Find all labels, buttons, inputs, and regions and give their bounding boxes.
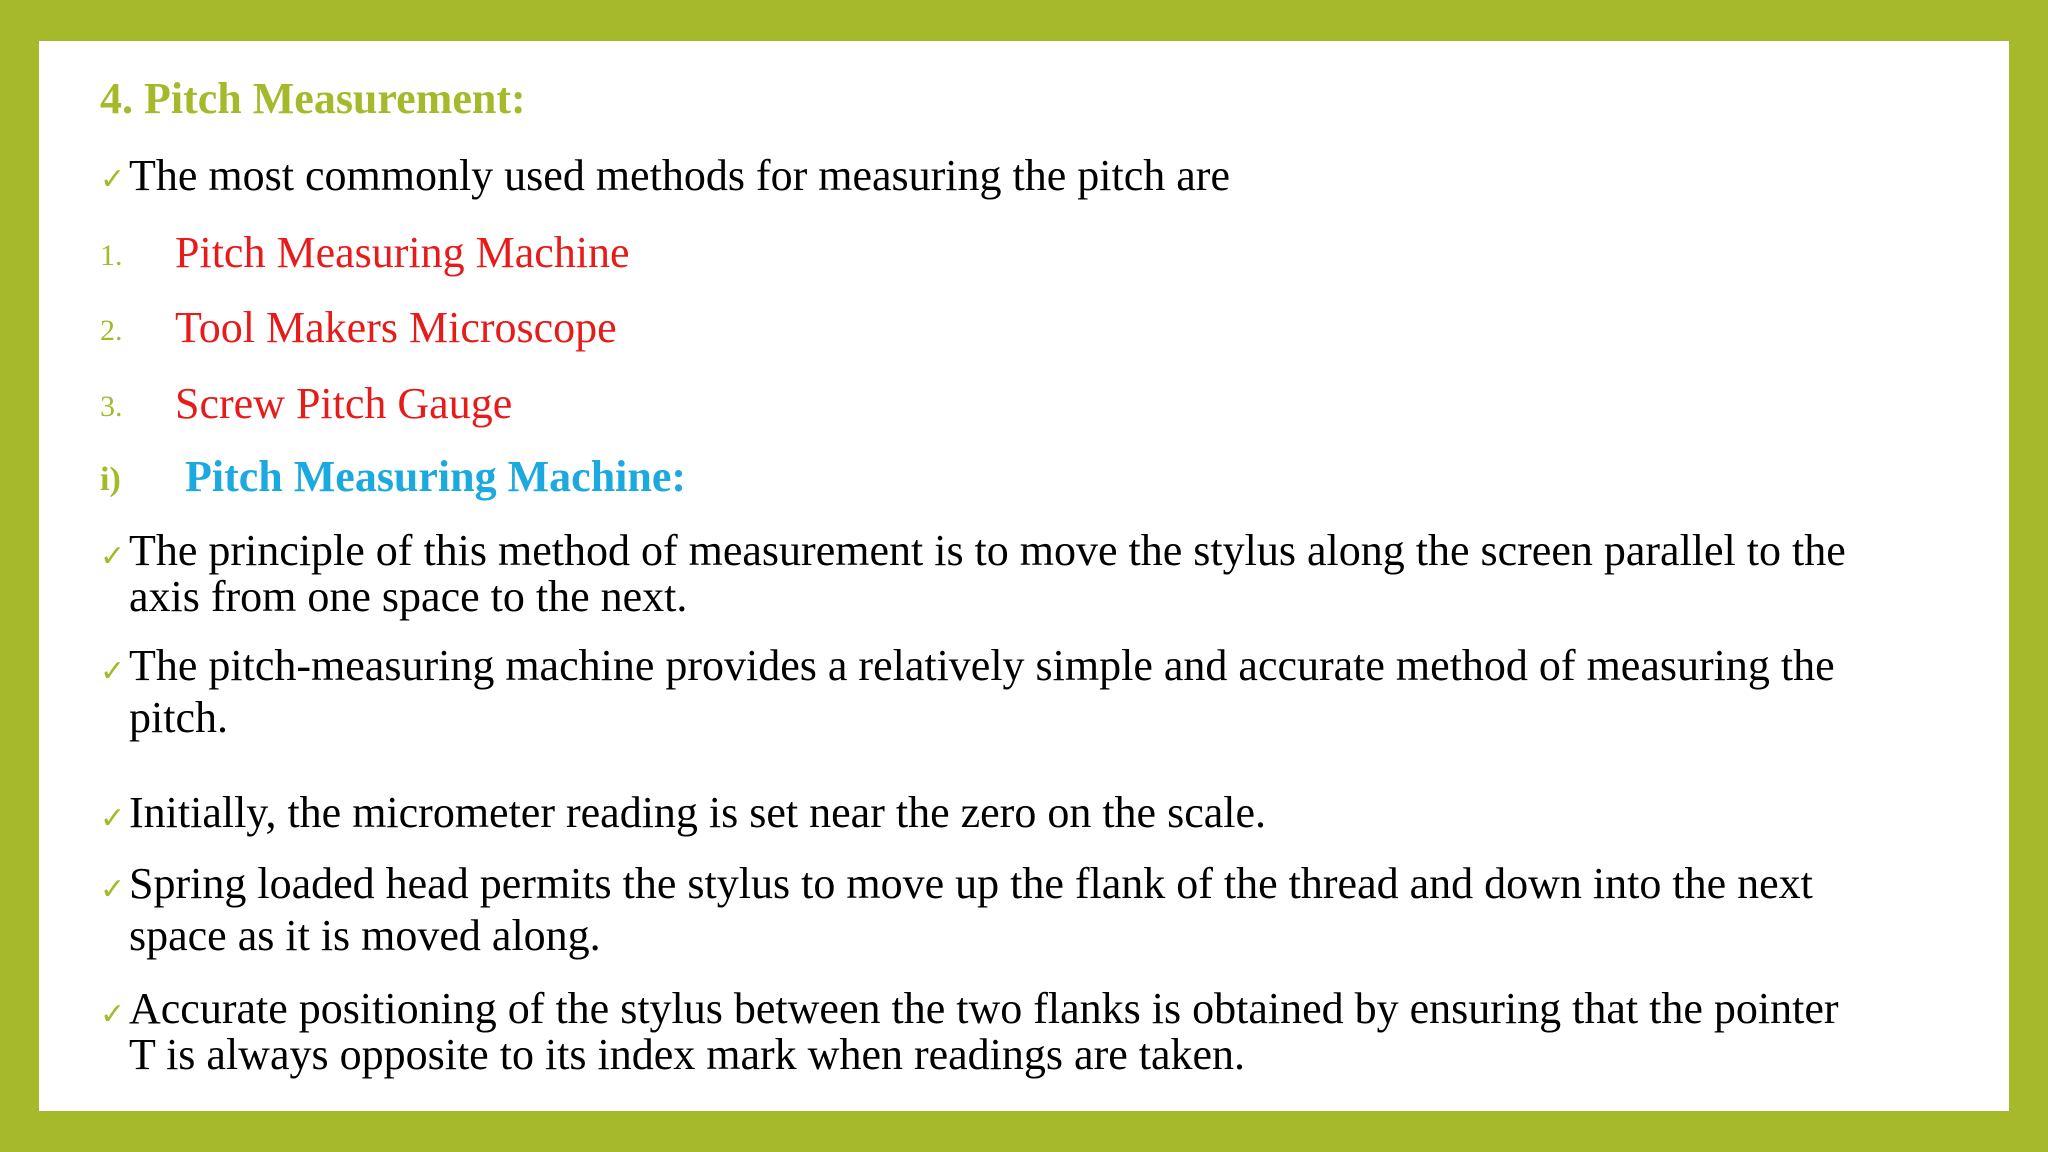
bullet-line-2: T is always opposite to its index mark when readings are taken.: [129, 1030, 1246, 1079]
method-number: 2.: [100, 314, 123, 347]
check-icon: ✓: [100, 540, 126, 573]
check-icon: ✓: [100, 873, 126, 906]
bullet-line-1: The principle of this method of measurement is to move the stylus along the screen parallel to the: [129, 526, 1846, 575]
bullet-line-1: Initially, the micrometer reading is set near the zero on the scale.: [129, 788, 1267, 837]
slide-content: [39, 41, 2009, 1111]
bullet-line-1: Spring loaded head permits the stylus to move up the flank of the thread and down into the next: [129, 859, 1813, 908]
bullet-line-1: Accurate positioning of the stylus between the two flanks is obtained by ensuring that the pointer: [129, 984, 1839, 1033]
method-number: 3.: [100, 390, 123, 423]
subsection-title: Pitch Measuring Machine:: [185, 452, 687, 501]
method-number: 1.: [100, 239, 123, 272]
intro-text: The most commonly used methods for measuring the pitch are: [129, 151, 1230, 200]
subsection-number: i): [100, 461, 121, 498]
check-icon: ✓: [100, 998, 126, 1031]
bullet-line-2: pitch.: [129, 693, 228, 742]
method-label: Tool Makers Microscope: [175, 303, 617, 352]
slide-heading: 4. Pitch Measurement:: [100, 74, 526, 123]
bullet-line-2: axis from one space to the next.: [129, 572, 688, 621]
bullet-line-2: space as it is moved along.: [129, 911, 601, 960]
check-icon: ✓: [100, 163, 126, 196]
check-icon: ✓: [100, 655, 126, 688]
bullet-line-1: The pitch-measuring machine provides a relatively simple and accurate method of measuring the: [129, 641, 1835, 690]
method-label: Pitch Measuring Machine: [175, 228, 630, 277]
method-label: Screw Pitch Gauge: [175, 379, 513, 428]
check-icon: ✓: [100, 802, 126, 835]
